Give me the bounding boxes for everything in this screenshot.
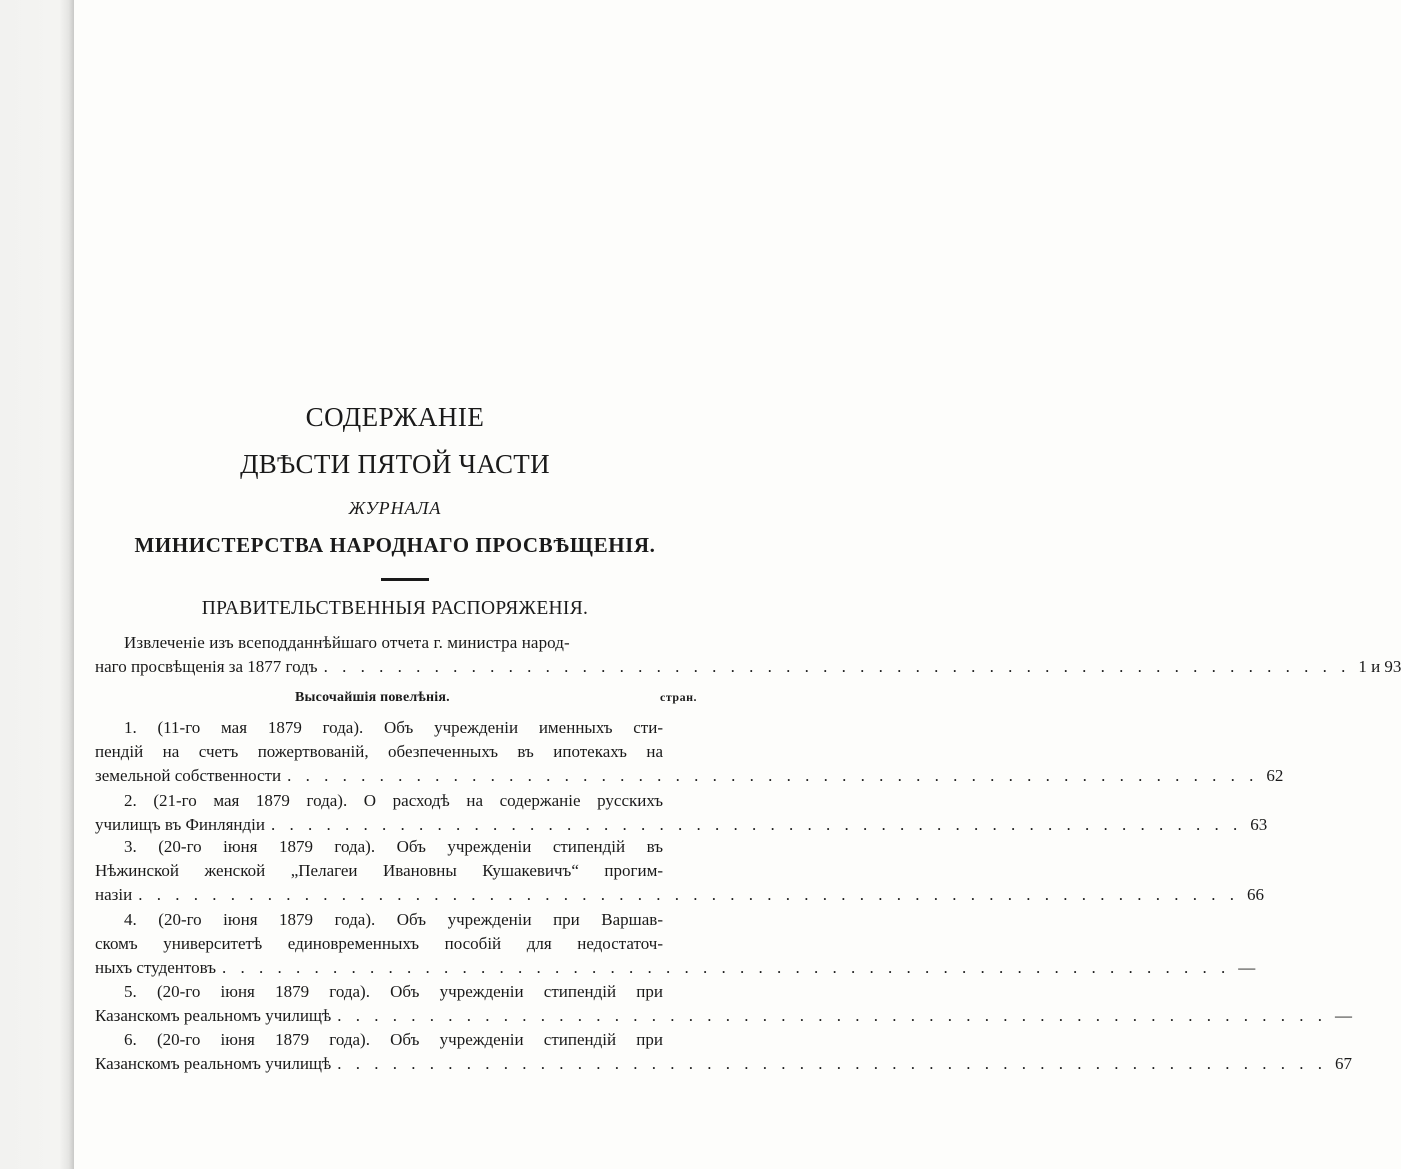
page-number: — xyxy=(1238,958,1256,977)
entry-6-line-1: 6. (20-го іюня 1879 года). Объ учрежденіи стипендій при xyxy=(124,1030,663,1049)
entry-5-last-line: Казанскомъ реальномъ училищѣ xyxy=(95,1006,332,1025)
entry-3-line-2: Нѣжинской женской „Пелагеи Ивановны Кушакевичъ“ прогим- xyxy=(95,861,663,880)
entry-4-line-1: 4. (20-го іюня 1879 года). Объ учрежденіи при Варшав- xyxy=(124,910,663,929)
toc-entry-1[interactable] xyxy=(95,766,1284,792)
leader-dots: . . . . . . . . . . . . . . . . . . . . . . . . . . . . . . . . . . . . . . . . . . . . . . . . . . . . . . . . . . . . xyxy=(138,885,1239,904)
divider-rule xyxy=(381,578,429,581)
scan-binding-shadow xyxy=(0,0,74,1169)
page-number: 66 xyxy=(1246,885,1264,904)
entry-1-last-line: земельной собственности xyxy=(95,766,282,785)
entry-6-last-line: Казанскомъ реальномъ училищѣ xyxy=(95,1054,332,1073)
entry-1-line-2: пендій на счетъ пожертвованій, обезпеченныхъ въ ипотекахъ на xyxy=(95,742,663,761)
page-number: — xyxy=(1335,1006,1352,1025)
entry-2-last-line: училищъ въ Финляндіи xyxy=(95,815,265,834)
leader-dots: . . . . . . . . . . . . . . . . . . . . . . . . . . . . . . . . . . . . . . . . . . . . . . . . . . . . . xyxy=(287,766,1259,785)
leader-dots: . . . . . . . . . . . . . . . . . . . . . . . . . . . . . . . . . . . . . . . . . . . . . . . . . . . . . . . . xyxy=(323,657,1351,676)
section-heading: ПРАВИТЕЛЬСТВЕННЫЯ РАСПОРЯЖЕНІЯ. xyxy=(201,598,589,619)
entry-3-last-line: назіи xyxy=(95,885,133,904)
page-title: СОДЕРЖАНІЕ xyxy=(305,402,485,432)
subheading-text: Высочайшія повелѣнія. xyxy=(295,690,450,705)
toc-entry-4[interactable] xyxy=(95,958,1256,984)
entry-4-last-line: ныхъ студентовъ xyxy=(95,958,216,977)
ministry-title: МИНИСТЕРСТВА НАРОДНАГО ПРОСВѢЩЕНІЯ. xyxy=(134,533,656,557)
toc-page xyxy=(95,0,1401,1169)
leader-dots: . . . . . . . . . . . . . . . . . . . . . . . . . . . . . . . . . . . . . . . . . . . . . . . . . . . . . . xyxy=(337,1054,1327,1073)
entry-5-line-1: 5. (20-го іюня 1879 года). Объ учрежденіи стипендій при xyxy=(124,982,663,1001)
intro-entry[interactable] xyxy=(95,657,1401,683)
toc-entry-6[interactable] xyxy=(95,1054,1352,1080)
entry-4-line-2: скомъ университетѣ единовременныхъ пособій для недостаточ- xyxy=(95,934,663,953)
page-number: 63 xyxy=(1250,815,1268,834)
journal-label: ЖУРНАЛА xyxy=(348,498,442,518)
entry-2-line-1: 2. (21-го мая 1879 года). О расходѣ на содержаніе русскихъ xyxy=(124,791,663,810)
toc-entry-5[interactable] xyxy=(95,1006,1352,1032)
page-number: 62 xyxy=(1266,766,1284,785)
page-number: 1 и 93 xyxy=(1358,657,1401,676)
volume-subtitle: ДВѢСТИ ПЯТОЙ ЧАСТИ xyxy=(240,449,550,479)
leader-dots: . . . . . . . . . . . . . . . . . . . . . . . . . . . . . . . . . . . . . . . . . . . . . . . . . . . . . xyxy=(271,815,1243,834)
intro-line-1: Извлеченіе изъ всеподданнѣйшаго отчета г. министра народ- xyxy=(124,633,570,652)
intro-line-2: наго просвѣщенія за 1877 годъ xyxy=(95,657,318,676)
entry-3-line-1: 3. (20-го іюня 1879 года). Объ учрежденіи стипендій въ xyxy=(124,837,663,856)
leader-dots: . . . . . . . . . . . . . . . . . . . . . . . . . . . . . . . . . . . . . . . . . . . . . . . . . . . . . . xyxy=(337,1006,1327,1025)
leader-dots: . . . . . . . . . . . . . . . . . . . . . . . . . . . . . . . . . . . . . . . . . . . . . . . . . . . . . . . xyxy=(221,958,1231,977)
page-number: 67 xyxy=(1335,1054,1352,1073)
entry-1-line-1: 1. (11-го мая 1879 года). Объ учрежденіи именныхъ сти- xyxy=(124,718,663,737)
toc-entry-3[interactable] xyxy=(95,885,1264,911)
subsection-heading xyxy=(95,690,695,714)
page-column-label: стран. xyxy=(660,690,697,704)
